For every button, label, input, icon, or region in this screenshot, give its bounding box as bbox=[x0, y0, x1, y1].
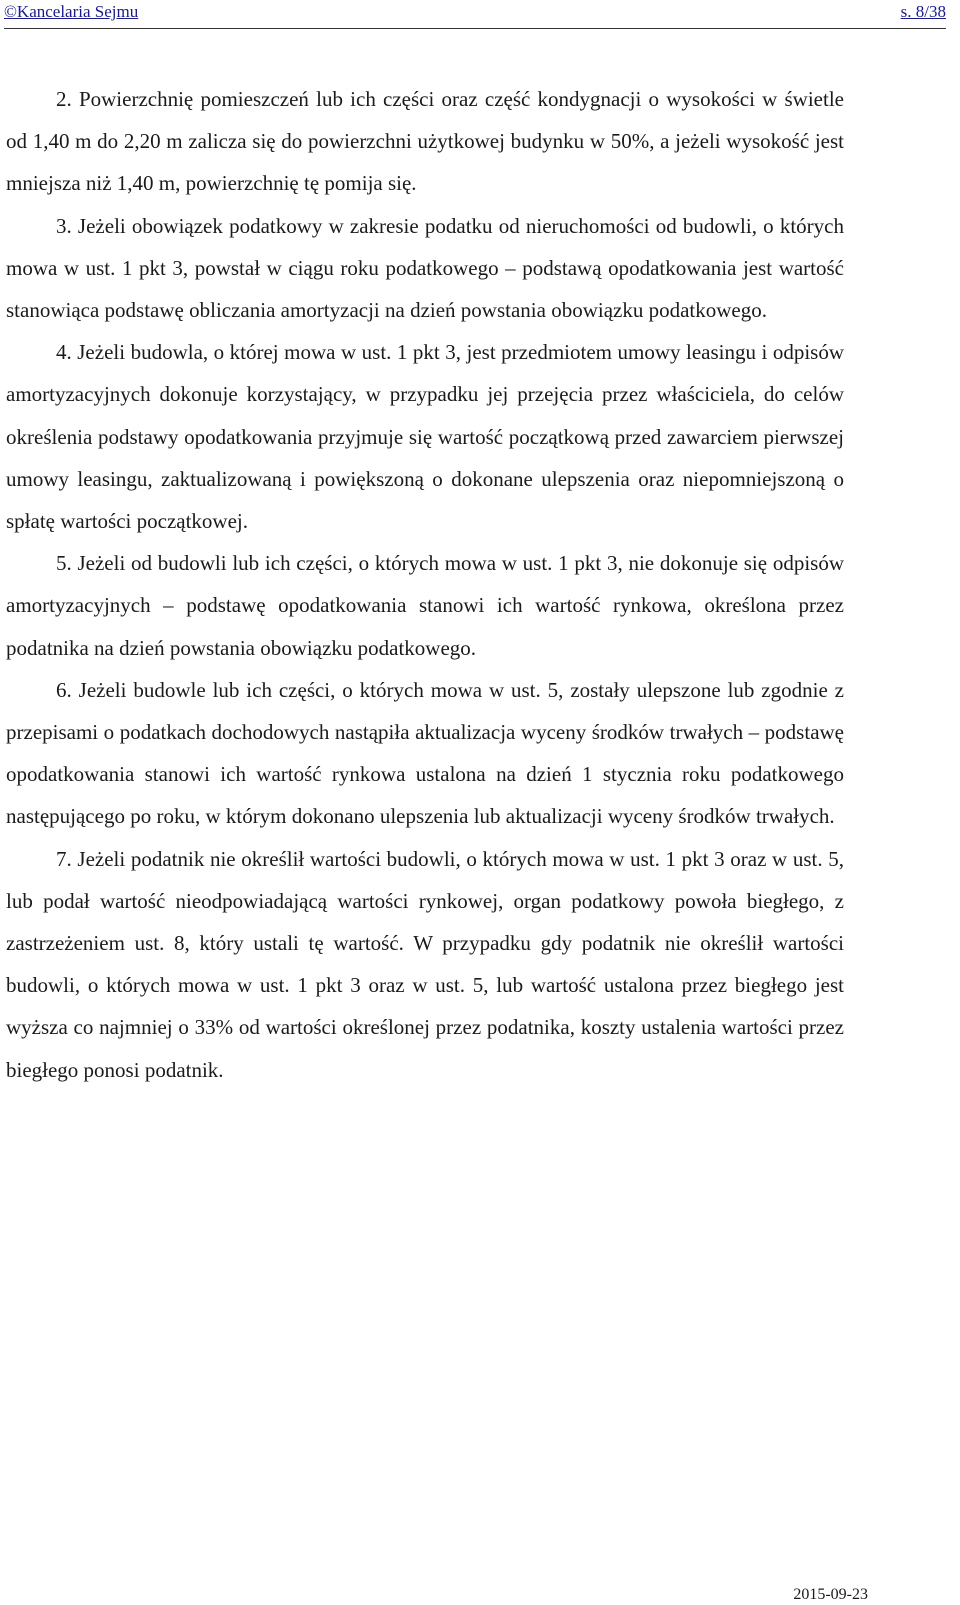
copyright-link[interactable]: ©Kancelaria Sejmu bbox=[4, 2, 139, 21]
footer-date: 2015-09-23 bbox=[793, 1586, 868, 1603]
paragraph-7: 7. Jeżeli podatnik nie określił wartości budowli, o których mowa w ust. 1 pkt 3 oraz w ust. 5, lub podał wartość nieodpowiadającą wartości rynkowej, organ podatkowy powoła biegłego, z zastrzeżeniem ust. 8, który ustali tę wartość. W przypadku gdy podatnik nie określił wartości budowli, o których mowa w ust. 1 pkt 3 oraz w ust. 5, lub wartość ustalona przez biegłego jest wyższa co najmniej o 33% od wartości określonej przez podatnika, koszty ustalenia wartości przez biegłego ponosi podatnik. bbox=[6, 846, 844, 1082]
page-number-link[interactable]: s. 8/38 bbox=[900, 2, 946, 21]
paragraph-4: 4. Jeżeli budowla, o której mowa w ust. 1 pkt 3, jest przedmiotem umowy leasingu i odpisów amortyzacyjnych dokonuje korzystający, w przypadku jej przejęcia przez właściciela, do celów określenia podstawy opodatkowania przyjmuje się wartość początkową przed zawarciem pierwszej umowy leasingu, zaktualizowaną i powiększoną o dokonane ulepszenia oraz niepomniejszoną o spłatę wartości początkowej. bbox=[6, 340, 844, 534]
paragraph-3: 3. Jeżeli obowiązek podatkowy w zakresie podatku od nieruchomości od budowli, o których mowa w ust. 1 pkt 3, powstał w ciągu roku podatkowego – podstawą opodatkowania jest wartość stanowiąca podstawę obliczania amortyzacji na dzień powstania obowiązku podatkowego. bbox=[6, 213, 844, 323]
document-body bbox=[6, 78, 844, 1091]
page-header bbox=[4, 0, 946, 29]
paragraph-5: 5. Jeżeli od budowli lub ich części, o których mowa w ust. 1 pkt 3, nie dokonuje się odpisów amortyzacyjnych – podstawę opodatkowania stanowi ich wartość rynkowa, określona przez podatnika na dzień powstania obowiązku podatkowego. bbox=[6, 551, 844, 660]
paragraph-6: 6. Jeżeli budowle lub ich części, o których mowa w ust. 5, zostały ulepszone lub zgodnie z przepisami o podatkach dochodowych nastąpiła aktualizacja wyceny środków trwałych – podstawę opodatkowania stanowi ich wartość rynkowa ustalona na dzień 1 stycznia roku podatkowego następującego po roku, w którym dokonano ulepszenia lub aktualizacji wyceny środków trwałych. bbox=[6, 677, 844, 829]
paragraph-2: 2. Powierzchnię pomieszczeń lub ich części oraz część kondygnacji o wysokości w świetle od 1,40 m do 2,20 m zalicza się do powierzchni użytkowej budynku w 50%, a jeżeli wysokość jest mniejsza niż 1,40 m, powierzchnię tę pomija się. bbox=[6, 87, 844, 196]
